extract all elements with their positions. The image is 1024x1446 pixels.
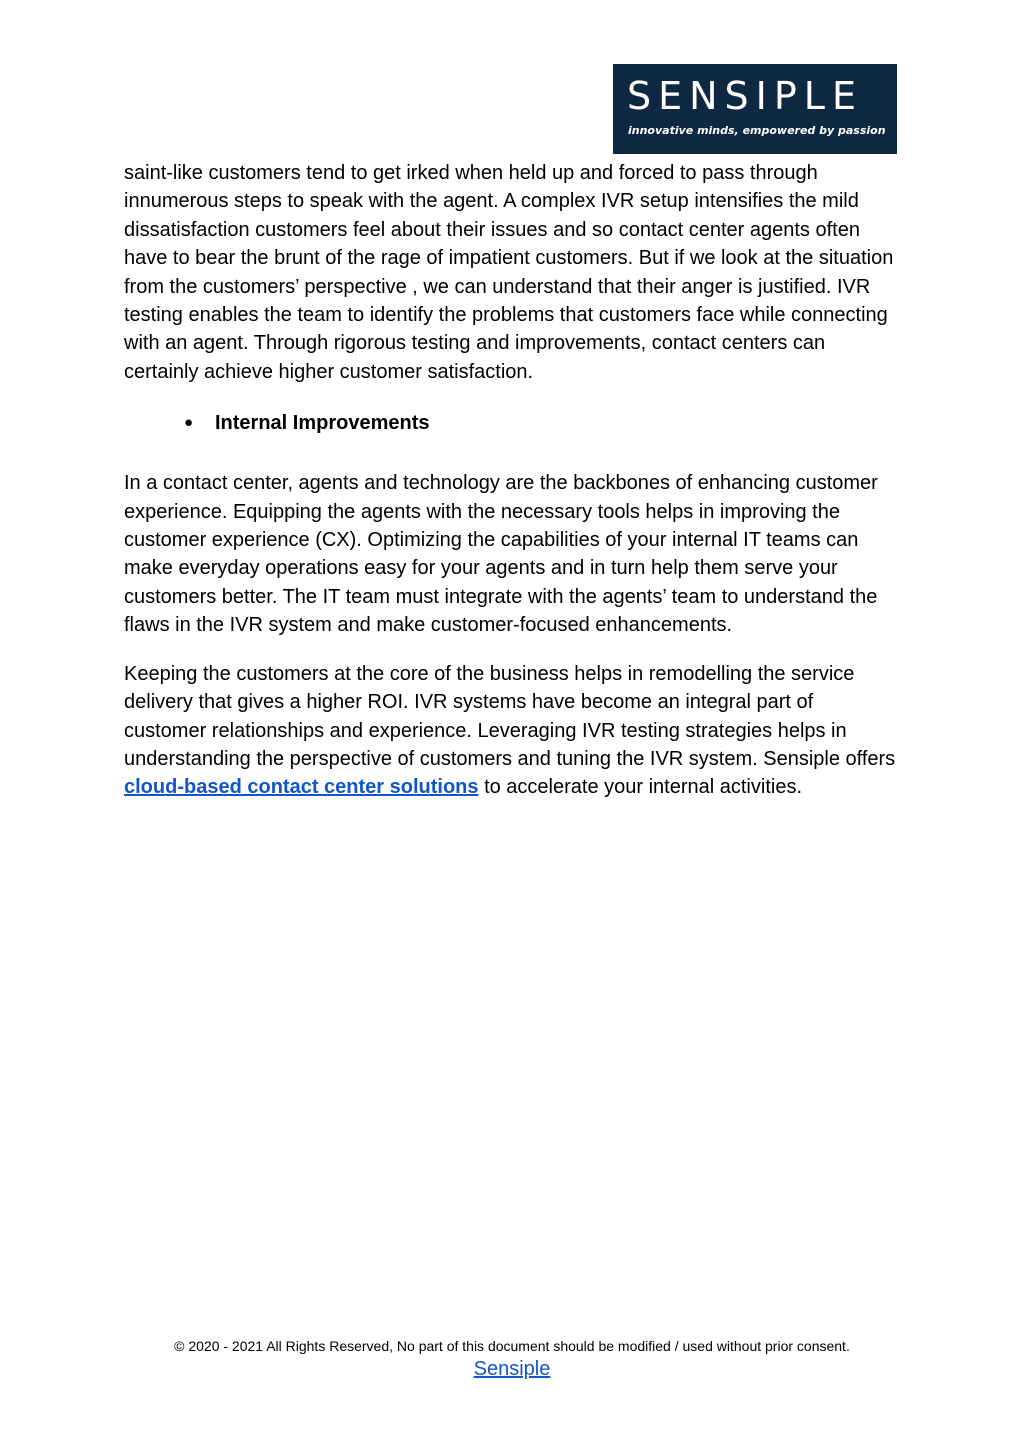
footer-copyright: © 2020 - 2021 All Rights Reserved, No part of this document should be modified / used without prior consent. bbox=[174, 1338, 850, 1354]
cloud-solutions-link[interactable]: cloud-based contact center solutions bbox=[124, 776, 479, 799]
logo-tagline: innovative minds, empowered by passion bbox=[628, 124, 886, 137]
paragraph-customer-frustration: saint-like customers tend to get irked when held up and forced to pass through innumerous steps to speak with the agent. A complex IVR setup intensifies the mild dissatisfaction customers feel about their issues and so contact center agents often have to bear the brunt of the rage of impatient customers. But if we look at the situation from the customers’ perspective , we can understand that their anger is justified. IVR testing enables the team to identify the problems that customers face while connecting with an agent. Through rigorous testing and improvements, contact centers can certainly achieve higher customer satisfaction. bbox=[124, 162, 894, 383]
logo-wordmark: SENSIPLE bbox=[627, 74, 863, 118]
bullet-item-internal-improvements bbox=[124, 409, 896, 437]
bullet-icon: ● bbox=[184, 414, 194, 432]
paragraph-agents-technology: In a contact center, agents and technology are the backbones of enhancing customer experience. Equipping the agents with the necessary tools helps in improving the customer experience (CX). Optimizing the capabilities of your internal IT teams can make everyday operations easy for your agents and in turn help them serve your customers better. The IT team must integrate with the agents’ team to understand the flaws in the IVR system and make customer-focused enhancements. bbox=[124, 472, 878, 637]
paragraph-text-end: to accelerate your internal activities. bbox=[478, 776, 803, 799]
paragraph-conclusion bbox=[124, 660, 896, 802]
document-body bbox=[124, 159, 896, 802]
sensiple-logo bbox=[613, 64, 897, 154]
section-heading: Internal Improvements bbox=[215, 412, 430, 435]
footer-sensiple-link[interactable]: Sensiple bbox=[473, 1358, 551, 1380]
paragraph-text: Keeping the customers at the core of the business helps in remodelling the service delivery that gives a higher ROI. IVR systems have become an integral part of customer relationships and experience. Leveraging IVR testing strategies helps in understanding the perspective of customers and tuning the IVR system. Sensiple offers bbox=[124, 662, 896, 770]
